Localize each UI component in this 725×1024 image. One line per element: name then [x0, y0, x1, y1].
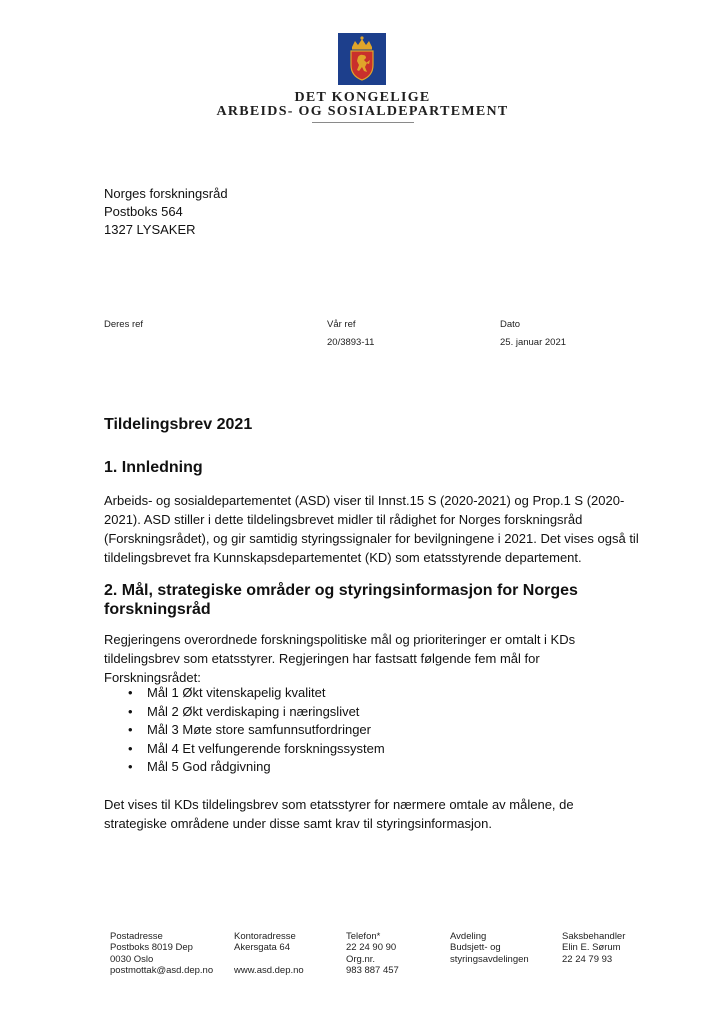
section1-heading: 1. Innledning: [104, 459, 203, 476]
goal-text: Mål 4 Et velfungerende forskningssystem: [147, 740, 385, 756]
list-item: [104, 684, 385, 703]
footer-label: Saksbehandler: [562, 931, 626, 942]
paragraph-line: tildelingsbrevet fra Kunnskapsdepartementet (KD) som etatsstyrende departement.: [104, 550, 582, 565]
ministry-header-line1: DET KONGELIGE: [294, 90, 431, 105]
goals-list: [104, 684, 385, 777]
recipient-box: Postboks 564: [104, 204, 183, 219]
goal-text: Mål 5 God rådgivning: [147, 759, 271, 775]
footer-value: styringsavdelingen: [450, 953, 529, 965]
footer-label: Kontoradresse: [234, 931, 296, 942]
document-title: Tildelingsbrev 2021: [104, 416, 253, 433]
paragraph-line: Regjeringens overordnede forskningspolitiske mål og prioriteringer er omtalt i KDs: [104, 632, 576, 647]
recipient-name: Norges forskningsråd: [104, 186, 228, 201]
dato-label: Dato: [500, 319, 521, 330]
list-item: [104, 703, 385, 722]
footer-label: Org.nr.: [346, 953, 376, 965]
recipient-city: 1327 LYSAKER: [104, 222, 196, 237]
footer-value: 22 24 79 93: [562, 953, 613, 965]
footer-telefon: [346, 931, 399, 976]
ministry-header-line2: ARBEIDS- OG SOSIALDEPARTEMENT: [216, 104, 509, 119]
footer-label: Telefon*: [346, 931, 381, 942]
footer-label: Postadresse: [110, 931, 163, 942]
footer-value: 983 887 457: [346, 964, 399, 976]
deres-ref-label: Deres ref: [104, 319, 144, 330]
list-item: [104, 758, 385, 777]
list-item: [104, 721, 385, 740]
paragraph-line: strategiske områdene under disse samt krav til styringsinformasjon.: [104, 816, 492, 831]
footer-value: 22 24 90 90: [346, 942, 397, 954]
footer-value: Elin E. Sørum: [562, 942, 621, 954]
footer-avdeling: [450, 931, 529, 976]
goal-text: Mål 3 Møte store samfunnsutfordringer: [147, 722, 371, 738]
bullet-icon: •: [128, 740, 133, 756]
var-ref-label: Vår ref: [327, 319, 356, 330]
footer-value: Akersgata 64: [234, 942, 290, 954]
footer-saksbehandler: [562, 931, 625, 976]
paragraph-line: Arbeids- og sosialdepartementet (ASD) viser til Innst.15 S (2020-2021) og Prop.1 S (2020-: [104, 493, 625, 508]
goal-text: Mål 1 Økt vitenskapelig kvalitet: [147, 685, 326, 700]
section2-heading: [104, 581, 664, 619]
goal-text: Mål 2 Økt verdiskaping i næringslivet: [147, 703, 360, 719]
footer-value: Budsjett- og: [450, 942, 501, 954]
dato-value: 25. januar 2021: [500, 337, 567, 348]
bullet-icon: •: [128, 759, 133, 775]
footer-value: [234, 954, 304, 965]
list-item: [104, 740, 385, 759]
heading-line: forskningsråd: [104, 601, 211, 618]
section1-paragraph: [104, 491, 664, 567]
bullet-icon: •: [128, 685, 133, 700]
bullet-icon: •: [128, 722, 133, 738]
footer-website-link[interactable]: www.asd.dep.no: [234, 964, 304, 976]
royal-crest-icon: [338, 33, 386, 85]
paragraph-line: tildelingsbrev som etatsstyrer. Regjeringen har fastsatt følgende fem mål for: [104, 651, 540, 666]
closing-paragraph: [104, 795, 664, 833]
var-ref-value: 20/3893-11: [327, 337, 375, 348]
footer-postadresse: [110, 931, 213, 976]
paragraph-line: Det vises til KDs tildelingsbrev som etatsstyrer for nærmere omtale av målene, de: [104, 797, 574, 812]
footer-value: [450, 965, 529, 976]
paragraph-line: (Forskningsrådet), og gir samtidig styringssignaler for bevilgningene i 2021. Det vises også til: [104, 531, 639, 546]
paragraph-line: 2021). ASD stiller i dette tildelingsbrevet midler til rådighet for Norges forskningsråd: [104, 512, 583, 527]
paragraph-line: Forskningsrådet:: [104, 670, 201, 685]
footer-value: Postboks 8019 Dep: [110, 942, 193, 954]
footer-value: 0030 Oslo: [110, 953, 154, 965]
footer-kontoradresse: [234, 931, 304, 976]
section2-intro: [104, 630, 664, 687]
header-divider: [312, 122, 414, 123]
footer-email-link[interactable]: postmottak@asd.dep.no: [110, 964, 214, 976]
footer-value: [562, 965, 625, 976]
footer-label: Avdeling: [450, 931, 487, 942]
heading-line: 2. Mål, strategiske områder og styringsinformasjon for Norges: [104, 582, 578, 599]
bullet-icon: •: [128, 703, 133, 719]
